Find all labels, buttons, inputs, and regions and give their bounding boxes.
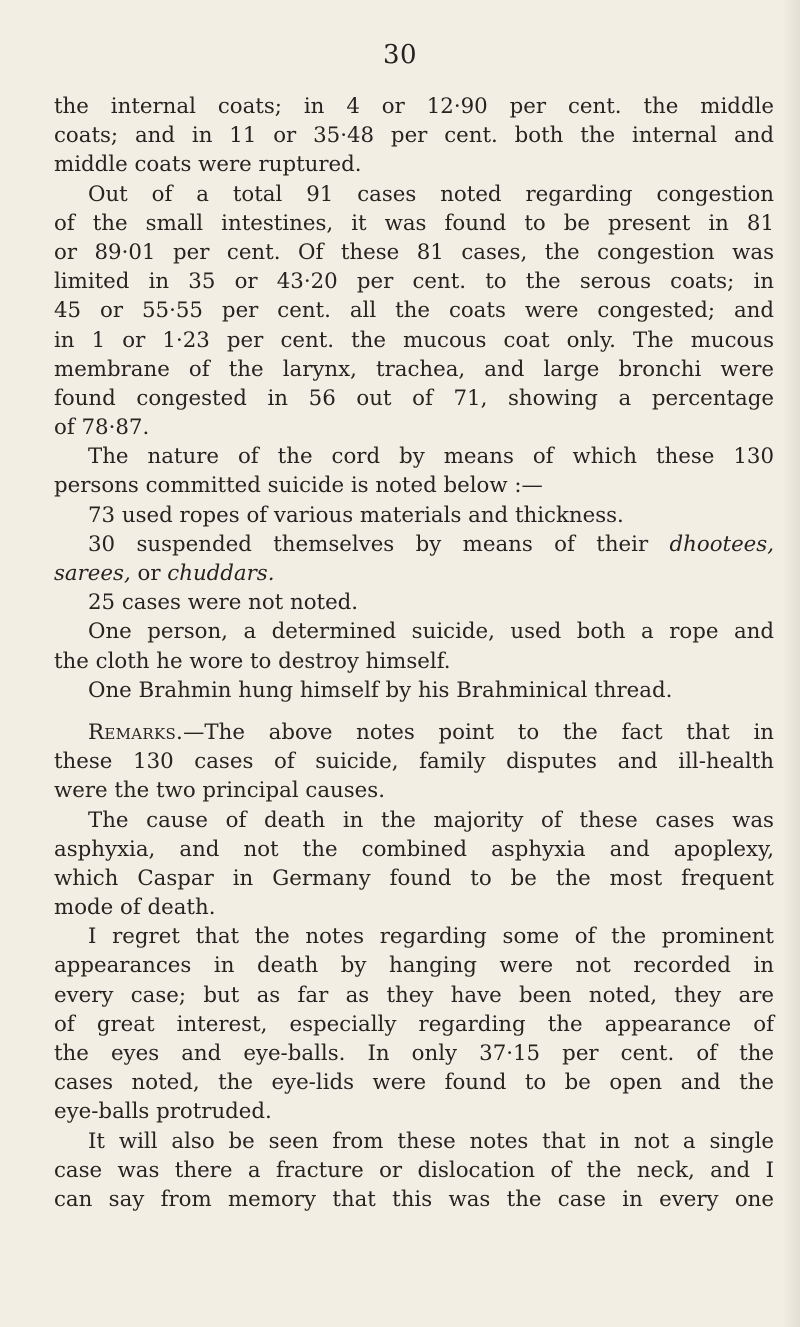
text-line: or 89·01 per cent. Of these 81 cases, the congestion was: [54, 239, 774, 265]
text-line: eye-balls protruded.: [54, 1099, 272, 1125]
text-line: these 130 cases of suicide, family disputes and ill-health: [54, 749, 774, 775]
text-line: middle coats were ruptured.: [54, 152, 362, 178]
text-line: [54, 530, 774, 559]
text-line: found congested in 56 out of 71, showing a percentage: [54, 385, 774, 411]
text-line: [54, 718, 774, 747]
text-line: membrane of the larynx, trachea, and large bronchi were: [54, 356, 774, 382]
text-line: Out of a total 91 cases noted regarding congestion: [88, 181, 774, 207]
text-line: of the small intestines, it was found to be present in 81: [54, 210, 774, 236]
text-line: cases noted, the eye-lids were found to be open and the: [54, 1070, 774, 1096]
text-line: It will also be seen from these notes that in not a single: [88, 1128, 774, 1154]
text-line: 25 cases were not noted.: [88, 590, 359, 616]
text-segment: —The above notes point to the fact that in: [183, 719, 774, 745]
italic-term: sarees,: [54, 561, 131, 586]
text-line: can say from memory that this was the case in every one: [54, 1186, 774, 1212]
text-line: limited in 35 or 43·20 per cent. to the serous coats; in: [54, 269, 774, 295]
text-line: One Brahmin hung himself by his Brahminical thread.: [88, 677, 673, 703]
text-line: asphyxia, and not the combined asphyxia and apoplexy,: [54, 836, 774, 862]
text-line: every case; but as far as they have been noted, they are: [54, 982, 774, 1008]
text-line: the cloth he wore to destroy himself.: [54, 648, 451, 674]
body-text: [54, 92, 774, 1214]
text-line: were the two principal causes.: [54, 778, 385, 804]
text-line: case was there a fracture or dislocation of the neck, and I: [54, 1157, 774, 1183]
page-number: 30: [382, 40, 418, 70]
text-line: of great interest, especially regarding the appearance of: [54, 1011, 774, 1037]
text-line: The cause of death in the majority of these cases was: [88, 807, 774, 833]
text-line: appearances in death by hanging were not recorded in: [54, 953, 774, 979]
text-line: 45 or 55·55 per cent. all the coats were congested; and: [54, 298, 774, 324]
text-line: The nature of the cord by means of which these 130: [88, 444, 774, 470]
text-line: the eyes and eye-balls. In only 37·15 per cent. of the: [54, 1041, 774, 1066]
remarks-heading: Remarks.: [88, 719, 184, 745]
text-line: [54, 559, 774, 588]
text-line: I regret that the notes regarding some of the prominent: [88, 924, 774, 950]
italic-term: dhootees,: [669, 531, 774, 557]
text-segment: or: [137, 561, 161, 586]
text-line: in 1 or 1·23 per cent. the mucous coat only. The mucous: [54, 327, 774, 353]
text-line: of 78·87.: [54, 415, 150, 441]
page-edge-shadow: [782, 0, 800, 1327]
text-line: which Caspar in Germany found to be the most frequent: [54, 865, 774, 891]
text-line: the internal coats; in 4 or 12·90 per cent. the middle: [54, 94, 774, 119]
italic-term: chuddars.: [167, 561, 275, 586]
text-line: coats; and in 11 or 35·48 per cent. both the internal and: [54, 123, 774, 149]
text-line: One person, a determined suicide, used both a rope and: [88, 619, 774, 645]
text-line: persons committed suicide is noted below :—: [54, 473, 543, 499]
text-line: mode of death.: [54, 895, 216, 921]
text-line: 73 used ropes of various materials and thickness.: [88, 502, 624, 528]
text-segment: 30 suspended themselves by means of their: [88, 531, 649, 557]
